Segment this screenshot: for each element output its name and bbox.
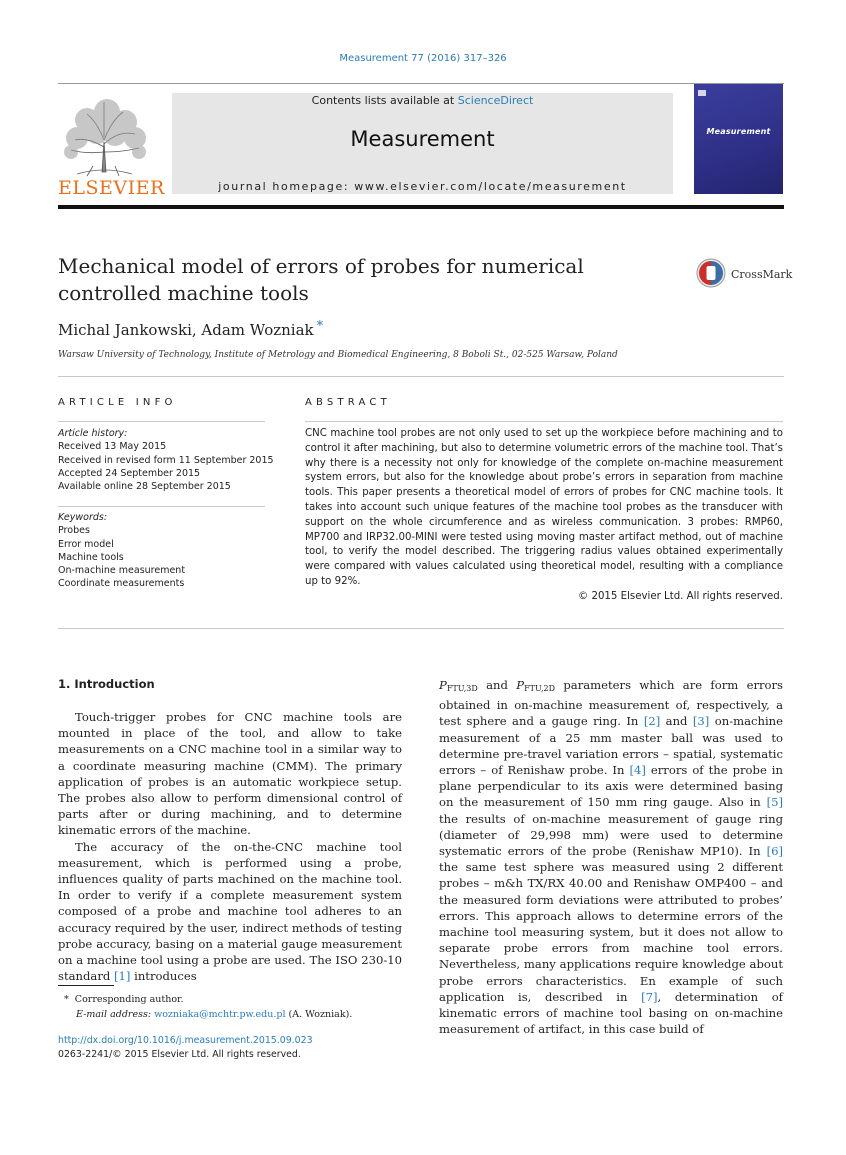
footnote-mark: *: [64, 994, 69, 1005]
contents-prefix: Contents lists available at: [311, 94, 458, 107]
history-online: Available online 28 September 2015: [58, 481, 231, 493]
paragraph-text: on-machine measurement of a 25 mm master ball was used to determine pre-travel variation errors – spatial, systematic errors – of Renishaw probe. In: [439, 714, 784, 778]
sciencedirect-link[interactable]: ScienceDirect: [457, 94, 534, 107]
symbol-p: P: [439, 678, 447, 692]
affiliation: Warsaw University of Technology, Institute of Metrology and Biomedical Engineering, 8 Boboli St., 02-525 Warsaw, Poland: [58, 350, 618, 360]
history-accepted: Accepted 24 September 2015: [58, 467, 201, 479]
cover-title: Measurement: [706, 127, 771, 136]
footnote: [64, 992, 352, 1022]
paragraph: [439, 677, 783, 1037]
keywords-block: [58, 511, 185, 591]
journal-reference[interactable]: Measurement 77 (2016) 317–326: [339, 53, 507, 64]
abstract-rule: [305, 421, 783, 422]
footnote-rule: [58, 985, 114, 986]
crossmark-icon[interactable]: [696, 258, 726, 288]
article-title: Mechanical model of errors of probes for numerical controlled machine tools: [58, 254, 584, 305]
section-heading-introduction: 1. Introduction: [58, 677, 155, 691]
reference-link[interactable]: [5]: [766, 795, 783, 810]
paragraph-text: introduces: [130, 969, 197, 984]
paragraph-text: errors of the probe in plane perpendicular to its axis were determined basing on the measurement of 150 mm ring gauge. Also in: [439, 763, 783, 810]
keywords-rule: [58, 506, 265, 507]
reference-link[interactable]: [7]: [641, 989, 658, 1004]
left-column-text: [58, 709, 402, 984]
header-top-rule: [58, 83, 784, 84]
reference-link[interactable]: [3]: [692, 714, 710, 729]
subscript: FTU,2D: [524, 684, 556, 693]
abstract-heading: ABSTRACT: [305, 397, 391, 408]
keyword-item: Coordinate measurements: [58, 578, 185, 590]
contents-line: [172, 94, 673, 107]
email-link[interactable]: wozniaka@mchtr.pw.edu.pl: [154, 1009, 286, 1020]
keyword-item: On-machine measurement: [58, 565, 186, 577]
article-info-heading: ARTICLE INFO: [58, 397, 177, 408]
journal-cover-image: [694, 84, 783, 194]
author-list: [58, 319, 323, 339]
paragraph-text: The accuracy of the on-the-CNC machine tool measurement, which is performed using a probe, influences quality of parts machined on the machine tool. In order to verify if a complete measurement system composed of a probe and machine tool adheres to an accuracy required by the user, indirect methods of testing probe accuracy, basing on a material gauge measurement on a machine tool using a probe are used. The ISO 230-10 standard: [58, 839, 402, 984]
paragraph: [58, 839, 402, 985]
history-heading: Article history:: [58, 428, 128, 439]
crossmark-label[interactable]: CrossMark: [731, 268, 793, 281]
elsevier-wordmark: ELSEVIER: [58, 177, 165, 199]
footnote-corresponding-text: Corresponding author.: [74, 994, 184, 1005]
subscript: FTU,3D: [446, 684, 478, 693]
reference-link[interactable]: [1]: [113, 969, 131, 984]
issn-copyright: 0263-2241/© 2015 Elsevier Ltd. All rights reserved.: [58, 1048, 301, 1060]
reference-link[interactable]: [2]: [643, 714, 661, 729]
corresponding-author-mark[interactable]: *: [316, 319, 324, 334]
abstract-copyright: © 2015 Elsevier Ltd. All rights reserved.: [578, 591, 783, 602]
keyword-item: Error model: [58, 538, 114, 550]
abstract-text: CNC machine tool probes are not only used to set up the workpiece before machining and to control it after machining, but also to determine volumetric errors of the machine tool. That’s why there is a necessity not only for knowledge of the complete on-machine measurement system errors, but also for the knowledge about probe’s errors in separation from machine tools. This paper presents a theoretical model of errors of probes for CNC machine tools. It takes into account such unique features of the machine tool probes as the transducer with support on the whole circumference and as wireless communication. 3 probes: RMP60, MP700 and IRP32.00-MINI were tested using moving master artifact method, out of machine tool, to verify the model described. The triggering radius values obtained experimentally were compared with values calculated using theoretical model, resulting with a compliance up to 92%.: [305, 428, 783, 587]
paragraph: Touch-trigger probes for CNC machine tools are mounted in place of the tool, and allow to take measurements on a CNC machine tool in a similar way to a coordinate measuring machine (CMM). The primary application of probes is an automatic workpiece setup. The probes also allow to perform dimensional control of parts after or during machining, and to determine kinematic errors of the machine.: [58, 710, 402, 838]
journal-homepage[interactable]: journal homepage: www.elsevier.com/locate/measurement: [218, 180, 627, 193]
paragraph-text: parameters which are form errors obtained in on-machine measurement of, respectively, a test sphere and a gauge ring. In: [439, 678, 784, 729]
symbol-p: P: [516, 678, 525, 692]
keyword-item: Machine tools: [58, 551, 124, 563]
bottom-info: [58, 1034, 313, 1061]
header-thick-rule: [58, 205, 784, 209]
abstract-bottom-rule: [58, 628, 784, 629]
reference-link[interactable]: [4]: [629, 763, 646, 778]
history-received: Received 13 May 2015: [58, 441, 167, 453]
cover-logo-mark: [698, 90, 706, 96]
journal-name: Measurement: [350, 127, 495, 151]
article-history: [58, 427, 274, 493]
title-separator-rule: [58, 376, 784, 377]
email-owner: (A. Wozniak).: [288, 1009, 353, 1020]
article-info-rule: [58, 421, 265, 422]
reference-link[interactable]: [6]: [766, 844, 783, 859]
keyword-item: Probes: [58, 525, 90, 537]
paragraph-text: and: [660, 714, 693, 729]
doi-link[interactable]: http://dx.doi.org/10.1016/j.measurement.2015.09.023: [58, 1035, 313, 1046]
paragraph-text: , determination of kinematic errors of machine tool basing on on-machine measurement of artifact, in this case build of: [439, 989, 783, 1037]
keywords-heading: Keywords:: [58, 512, 108, 523]
right-column-text: [439, 677, 783, 1037]
email-label: E-mail address:: [76, 1009, 152, 1020]
paragraph-text: and: [477, 678, 517, 692]
footnote-email: [64, 1007, 352, 1022]
authors-names: Michal Jankowski, Adam Wozniak: [58, 321, 314, 339]
footnote-corresponding: [64, 992, 352, 1007]
paragraph-text: the results of on-machine measurement of gauge ring (diameter of 29,998 mm) were used to determine systematic errors of the probe (Renishaw MP10). In: [439, 811, 783, 859]
paragraph-text: the same test sphere was measured using 2 different probes – m&h TX/RX 40.00 and Renishaw OMP400 – and the measured form deviations were attributed to probes’ errors. This approach allows to determine errors of the machine tool measuring system, but it does not allow to separate probe errors from machine tool errors. Nevertheless, many applications require knowledge about probe errors characteristics. En example of such application is, described in: [439, 860, 783, 1004]
history-revised: Received in revised form 11 September 2015: [58, 454, 274, 466]
